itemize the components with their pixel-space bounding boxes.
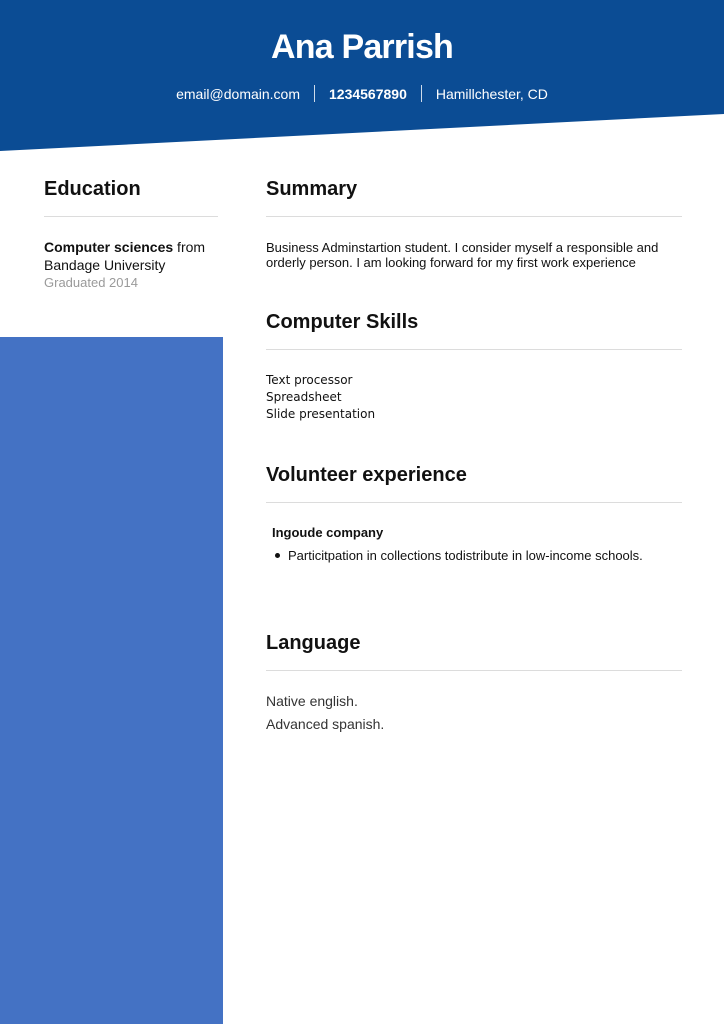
graduation-date: Graduated 2014 — [44, 275, 138, 290]
contact-bar — [0, 85, 724, 102]
location-text: Hamillchester, CD — [435, 85, 548, 102]
candidate-name: Ana Parrish — [270, 28, 454, 66]
volunteer-heading: Volunteer experience — [266, 464, 467, 486]
education-heading: Education — [44, 178, 141, 200]
language-list — [266, 693, 384, 739]
education-entry — [44, 238, 224, 292]
degree-connector: from — [173, 239, 206, 255]
email-text[interactable]: email@domain.com — [176, 85, 300, 102]
skills-heading: Computer Skills — [266, 311, 419, 333]
header-background — [0, 0, 724, 160]
skill-item: Text processor — [266, 373, 353, 387]
summary-text: Business Adminstartion student. I consider myself a responsible and orderly person. I am looking forward for my first work experience — [266, 240, 659, 270]
phone-text: 1234567890 — [329, 85, 407, 102]
skills-list — [266, 372, 375, 423]
skills-divider — [266, 349, 682, 350]
volunteer-item — [272, 548, 643, 563]
language-divider — [266, 670, 682, 671]
school-name: Bandage University — [44, 257, 166, 273]
volunteer-list — [272, 548, 643, 563]
language-heading: Language — [266, 632, 361, 654]
degree-name: Computer sciences — [44, 239, 174, 255]
volunteer-company: Ingoude company — [272, 525, 384, 540]
bullet-icon — [275, 553, 280, 558]
summary-heading: Summary — [266, 178, 358, 200]
language-item: Advanced spanish. — [266, 716, 385, 732]
left-decorative-bar — [0, 337, 223, 1024]
volunteer-item-text: Particitpation in collections todistribute in low-income schools. — [288, 548, 643, 563]
summary-divider — [266, 216, 682, 217]
contact-divider — [421, 85, 422, 102]
skill-item: Slide presentation — [266, 407, 376, 421]
education-divider — [44, 216, 218, 217]
skill-item: Spreadsheet — [266, 390, 342, 404]
volunteer-divider — [266, 502, 682, 503]
contact-divider — [314, 85, 315, 102]
language-item: Native english. — [266, 693, 358, 709]
